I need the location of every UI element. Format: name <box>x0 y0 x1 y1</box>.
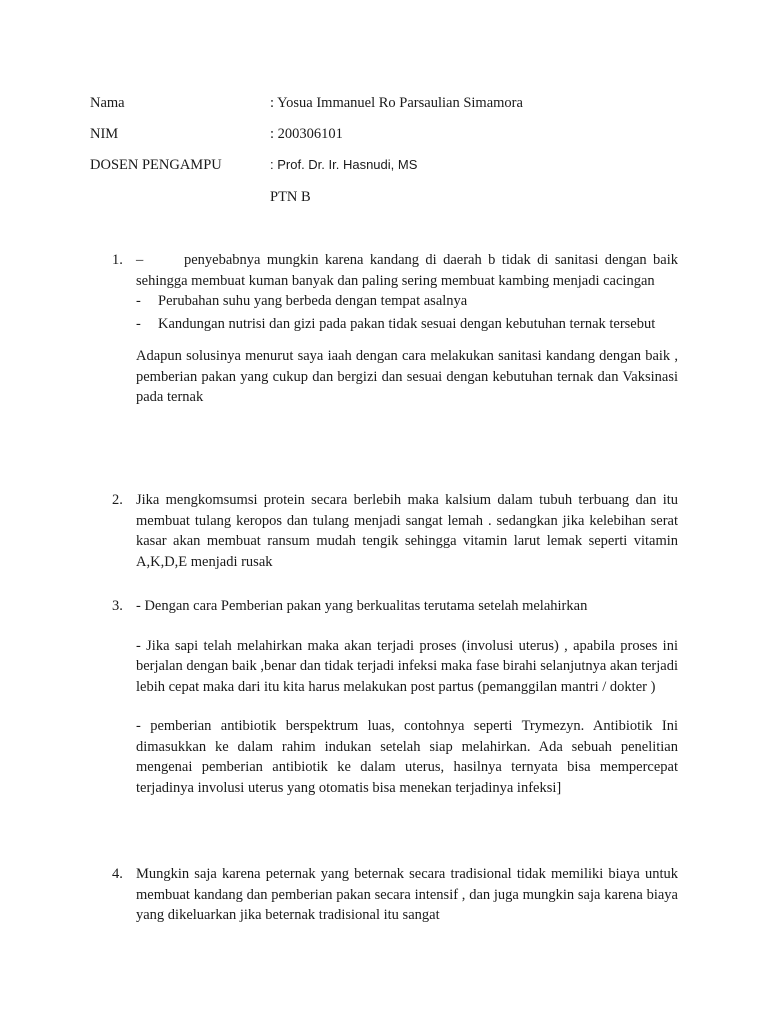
nim-value: : 200306101 <box>270 126 343 142</box>
answer-4-text: Mungkin saja karena peternak yang beternak secara tradisional tidak memiliki biaya untuk membuat kandang dan pemberian pakan secara intensif , dan juga mungkin saja karena biaya yang dikeluarkan jika beternak tradisional itu sangat <box>136 866 678 923</box>
answer-number: 3. <box>112 598 123 614</box>
answer-1-intro <box>136 250 678 291</box>
answer-3-p2: - Jika sapi telah melahirkan maka akan terjadi proses (involusi uterus) , apabila proses ini berjalan dengan baik ,benar dan tidak terjadi infeksi maka fase birahi selanjutnya akan terjadi lebih cepat maka dari itu kita harus melakukan post partus (pemanggilan mantri / dokter ) <box>136 637 678 695</box>
list-item <box>136 314 678 335</box>
list-item <box>136 291 678 312</box>
nim-label: NIM <box>90 126 119 142</box>
answer-number: 1. <box>112 252 123 268</box>
answer-3-p3: - pemberian antibiotik berspektrum luas, contohnya seperti Trymezyn. Antibiotik Ini dimasukkan ke dalam rahim indukan setelah siap melahirkan. Ada sebuah penelitian mengenai pemberian antibiotik ke dalam uterus, hasilnya ternyata bisa mempercepat terjadinya involusi uterus yang otomatis bisa menekan terjadinya infeksi] <box>136 718 678 796</box>
answer-number: 2. <box>112 492 123 508</box>
lead-dash: – <box>136 252 144 268</box>
answer-1-solution: Adapun solusinya menurut saya iaah dengan cara melakukan sanitasi kandang dengan baik , pemberian pakan yang cukup dan bergizi dan sesuai dengan kebutuhan ternak dan Vaksinasi pada ternak <box>136 348 678 405</box>
name-value: : Yosua Immanuel Ro Parsaulian Simamora <box>270 95 523 111</box>
answer-2-text: Jika mengkomsumsi protein secara berlebih maka kalsium dalam tubuh terbuang dan itu membuat tulang keropos dan tulang menjadi sangat lemah . sedangkan jika kelebihan serat kasar akan membuat ransum mudah tengik sehingga vitamin larut lemak seperti vitamin A,K,D,E menjadi rusak <box>136 492 678 570</box>
bullet-dash: - <box>136 293 141 309</box>
dosen-value: : Prof. Dr. Ir. Hasnudi, MS <box>270 157 418 172</box>
name-label: Nama <box>90 95 125 111</box>
list-item-text: Perubahan suhu yang berbeda dengan tempat asalnya <box>158 293 468 309</box>
class-label: PTN B <box>270 189 311 205</box>
answer-1-body <box>136 250 678 408</box>
answer-1-intro-text: penyebabnya mungkin karena kandang di daerah b tidak di sanitasi dengan baik sehingga membuat kuman banyak dan paling sering membuat kambing menjadi cacingan <box>136 252 678 289</box>
answer-number: 4. <box>112 866 123 882</box>
answer-3-p1: - Dengan cara Pemberian pakan yang berkualitas terutama setelah melahirkan <box>136 598 588 614</box>
bullet-dash: - <box>136 315 141 332</box>
list-item-text: Kandungan nutrisi dan gizi pada pakan tidak sesuai dengan kebutuhan ternak tersebut <box>158 315 656 332</box>
dosen-label: DOSEN PENGAMPU <box>90 157 222 173</box>
